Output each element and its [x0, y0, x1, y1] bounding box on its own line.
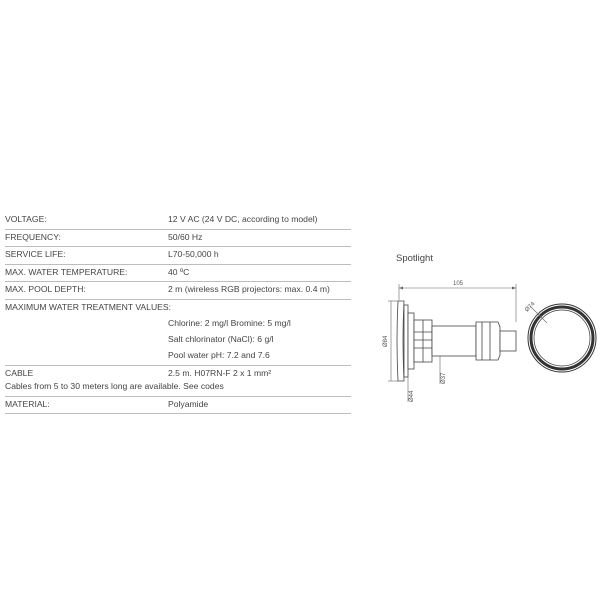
spec-value: Pool water pH: 7.2 and 7.6: [168, 349, 270, 360]
spec-value: 50/60 Hz: [168, 231, 203, 242]
spec-value: Polyamide: [168, 398, 209, 409]
dim-length: 105: [453, 281, 464, 287]
dim-body: Ø37: [441, 372, 447, 384]
spec-value: 2 m (wireless RGB projectors: max. 0.4 m): [168, 284, 330, 295]
spotlight-side-view: [397, 301, 516, 381]
spotlight-front-view: [528, 304, 596, 372]
spec-label: MATERIAL:: [5, 398, 50, 409]
spec-value: Chlorine: 2 mg/l Bromine: 5 mg/l: [168, 317, 291, 328]
spec-label: FREQUENCY:: [5, 231, 61, 242]
spec-label: VOLTAGE:: [5, 214, 47, 224]
spec-label: MAX. WATER TEMPERATURE:: [5, 266, 128, 277]
spec-label: SERVICE LIFE:: [5, 249, 66, 260]
height-dimension: [388, 301, 398, 381]
drawing-title: Spotlight: [396, 253, 433, 264]
spec-value: 40 ºC: [168, 266, 190, 277]
spec-value: Salt chlorinator (NaCl): 6 g/l: [168, 333, 274, 344]
spec-label: CABLE: [5, 367, 34, 378]
spec-label: MAX. POOL DEPTH:: [5, 284, 86, 295]
spec-value: 2.5 m. H07RN-F 2 x 1 mm²: [168, 367, 272, 378]
spec-note: Cables from 5 to 30 meters long are available. See codes: [5, 380, 224, 391]
dim-height: Ø84: [383, 335, 389, 347]
dim-flange: Ø44: [409, 390, 415, 402]
length-dimension: [399, 284, 516, 322]
spec-value: L70-50,000 h: [168, 249, 219, 260]
spec-value: 12 V AC (24 V DC, according to model): [168, 214, 318, 224]
dim-front: Ø74: [524, 301, 537, 314]
spec-label: MAXIMUM WATER TREATMENT VALUES:: [5, 301, 171, 312]
